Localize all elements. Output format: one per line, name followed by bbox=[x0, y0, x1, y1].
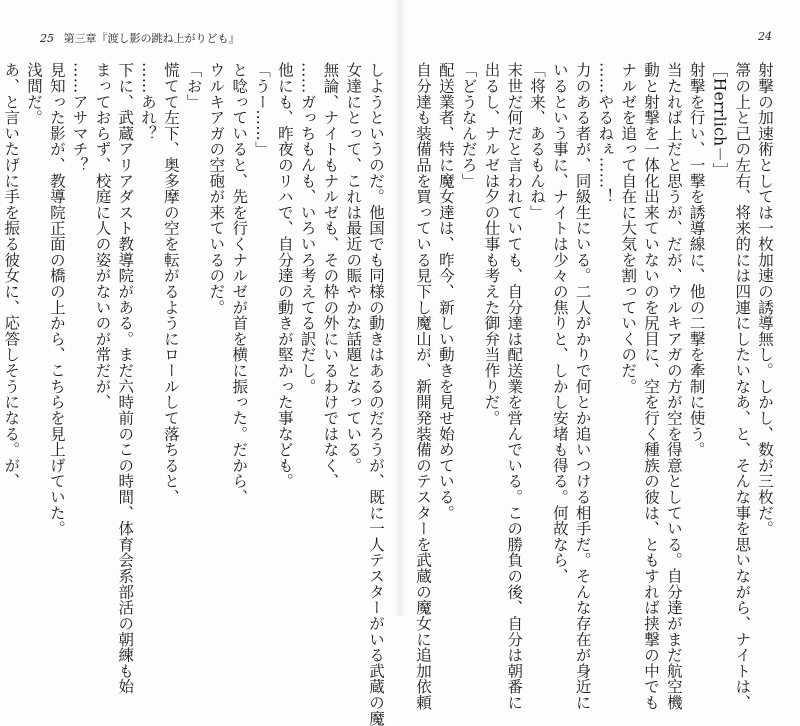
text-line: 無論、ナイトもナルゼも、その枠の外にいるわけではなく、 bbox=[321, 62, 340, 489]
text-line: まっておらず、校庭に人の姿がないのが常だが、 bbox=[93, 62, 112, 410]
text-line: ……アサマチ？ bbox=[70, 62, 89, 173]
text-line: しようというのだ。他国でも同様の動きはあるのだろうが、既に一人テスターがいる武蔵の魔 bbox=[367, 62, 385, 726]
right-page-number: 24 bbox=[758, 30, 772, 43]
text-line: 当たれば上だと思うが、だが、ウルキアガの方が空を得意としている。自分達がまだ航空機 bbox=[664, 62, 683, 711]
right-page-text bbox=[414, 62, 776, 711]
text-line: 見知った影が、教導院正面の橋の上から、こちらを見上げていた。 bbox=[47, 62, 66, 537]
right-page-header bbox=[758, 30, 778, 43]
left-page-header bbox=[40, 30, 240, 46]
text-line: 「うー……」 bbox=[253, 62, 272, 157]
text-line: ……やるねぇ……！ bbox=[596, 62, 615, 205]
text-line: 力のある者が、同級生にいる。二人がかりで何とか追いつける相手だ。そんな存在が身近に bbox=[573, 62, 592, 711]
text-line: ……あれ？ bbox=[139, 62, 158, 142]
text-line: 配送業者、特に魔女達は、昨今、新しい動きを見せ始めている。 bbox=[436, 62, 455, 521]
text-line: 動と射撃を一体化出来ていないのを尻目に、空を行く種族の彼は、ともすれば挟撃の中でも bbox=[642, 62, 661, 711]
text-line: 慌てて左下、奥多摩の空を転がるようにロールして落ちると、 bbox=[161, 62, 180, 505]
text-line: ウルキアガの空砲が来ているのだ。 bbox=[207, 62, 226, 315]
text-line: ［Herrlich－］ bbox=[710, 62, 729, 178]
text-line: 末世だ何だと言われていても、自分達は配送業を営んでいる。この勝負の後、自分は朝番に bbox=[505, 62, 524, 711]
text-line: と唸っていると、先を行くナルゼが首を横に振った。だから、 bbox=[230, 62, 249, 505]
left-page-text bbox=[2, 62, 387, 726]
text-line: 下に、武蔵アリアダスト教導院がある。まだ六時前のこの時間、体育会系部活の朝練も始 bbox=[116, 62, 135, 695]
text-line: 射撃の加速術としては一枚加速の誘導無し。しかし、数が三枚だ。 bbox=[756, 62, 774, 537]
text-line: 射撃を行い、一撃を誘導線に、他の二撃を牽制に使う。 bbox=[687, 62, 706, 458]
text-line: 箒の上と己の左右、将来的には四連にしたいなあ、と、そんな事を思いながら、ナイトは、 bbox=[733, 62, 752, 711]
text-line: あ、と言いたげに手を振る彼女に、応答しそうになる。が、 bbox=[2, 62, 21, 489]
text-line: ……ガっちもんも、いろいろ考えてる訳だし。 bbox=[298, 62, 317, 395]
left-page-number: 25 bbox=[40, 32, 54, 45]
text-line: 自分達も装備品を買っている見下し魔山が、新開発装備のテスターを武蔵の魔女に追加依頼 bbox=[414, 62, 433, 711]
text-line: 「将来、あるもんね」 bbox=[528, 62, 547, 221]
text-line: ナルゼを追って自在に大気を割っていくのだ。 bbox=[619, 62, 638, 395]
text-line: 「どうなんだろ」 bbox=[459, 62, 478, 189]
text-line: 女達にとって、これは最近の賑やかな話題となっている。 bbox=[344, 62, 363, 474]
text-line: 「お」 bbox=[184, 62, 203, 110]
text-line: 他にも、昨夜のリハで、自分達の動きが堅かった事なども。 bbox=[275, 62, 294, 489]
text-line: 出るし、ナルゼは夕の仕事も考えた御弁当作りだ。 bbox=[482, 62, 501, 426]
text-line: いるという事に、ナイトは少々の焦りと、しかし安堵も得る。何故なら、 bbox=[550, 62, 569, 584]
running-header: 第三章『渡し影の跳ね上がりども』 bbox=[63, 32, 240, 45]
right-page bbox=[400, 0, 800, 711]
text-line: 浅間だ。 bbox=[25, 62, 44, 126]
